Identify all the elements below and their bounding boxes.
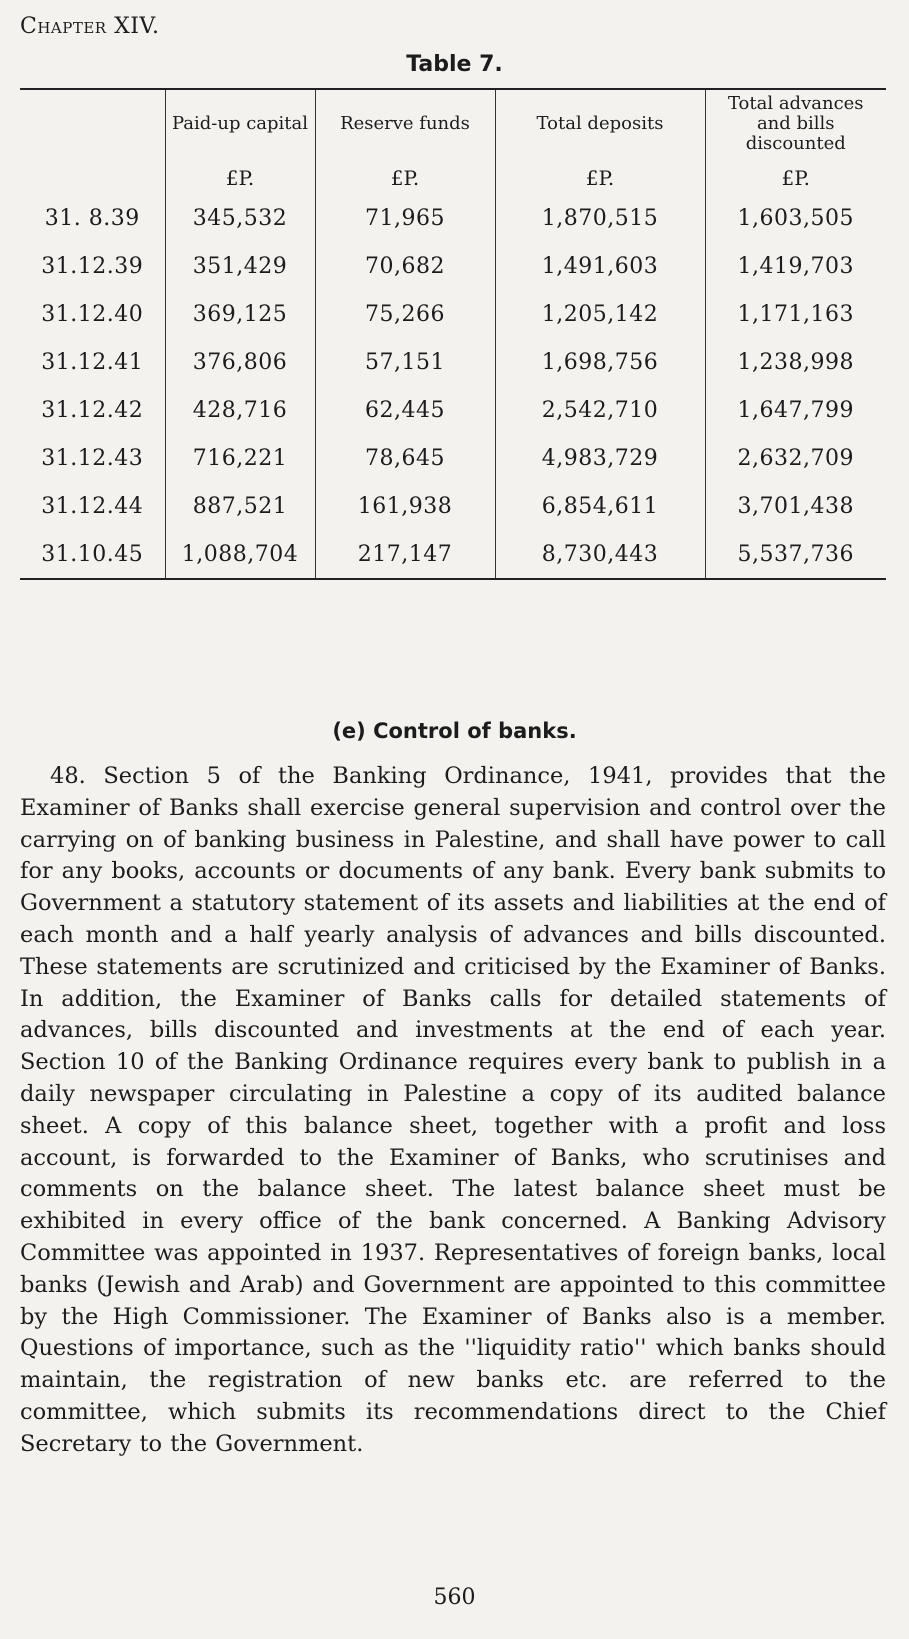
table-row	[20, 482, 886, 530]
cell-paid-up-capital: 887,521	[165, 482, 315, 530]
row-date: 31.12.42	[41, 397, 144, 423]
table-units-row	[20, 158, 886, 194]
cell-total-advances: 1,419,703	[705, 242, 886, 290]
body-paragraph: 48. Section 5 of the Banking Ordinance, 1941, provides that the Examiner of Banks shall exercise general supervision and control over the carrying on of banking business in Palestine, and shall have power to call for any books, accounts or documents of any bank. Every bank submits to Government a statutory statement of its assets and liabilities at the end of each month and a half yearly analysis of advances and bills discounted. These statements are scrutinized and criticised by the Examiner of Banks. In addition, the Examiner of Banks calls for detailed statements of advances, bills discounted and investments at the end of each year. Section 10 of the Banking Ordinance requires every bank to publish in a daily newspaper circulating in Palestine a copy of its audited balance sheet. A copy of this balance sheet, together with a profit and loss account, is forwarded to the Examiner of Banks, who scrutinises and comments on the balance sheet. The latest balance sheet must be exhibited in every office of the bank concerned. A Banking Advisory Committee was appointed in 1937. Representatives of foreign banks, local banks (Jewish and Arab) and Government are appointed to this committee by the High Commissioner. The Examiner of Banks also is a member. Questions of importance, such as the ''liquidity ratio'' which banks should maintain, the registration of new banks etc. are referred to the committee, which submits its recommendations direct to the Chief Secretary to the Government.	[20, 763, 886, 1457]
row-date: 31.12.40	[41, 301, 144, 327]
column-header-date	[20, 89, 165, 158]
cell-total-deposits: 1,698,756	[495, 338, 705, 386]
cell-reserve-funds: 75,266	[315, 290, 495, 338]
cell-total-deposits: 2,542,710	[495, 386, 705, 434]
unit-label: £P.	[495, 158, 705, 194]
cell-paid-up-capital: 351,429	[165, 242, 315, 290]
row-date: 31. 8.39	[44, 205, 140, 231]
column-header-total-deposits: Total deposits	[495, 89, 705, 158]
cell-reserve-funds: 78,645	[315, 434, 495, 482]
cell-total-deposits: 8,730,443	[495, 530, 705, 579]
cell-total-advances: 5,537,736	[705, 530, 886, 579]
table-row	[20, 338, 886, 386]
unit-label: £P.	[705, 158, 886, 194]
cell-paid-up-capital: 376,806	[165, 338, 315, 386]
cell-reserve-funds: 57,151	[315, 338, 495, 386]
cell-total-advances: 1,603,505	[705, 194, 886, 242]
table-row	[20, 194, 886, 242]
table-row	[20, 434, 886, 482]
cell-reserve-funds: 71,965	[315, 194, 495, 242]
cell-total-advances: 3,701,438	[705, 482, 886, 530]
table-row	[20, 242, 886, 290]
cell-paid-up-capital: 1,088,704	[165, 530, 315, 579]
column-header-total-advances: Total advances and bills discounted	[705, 89, 886, 158]
table-header-row	[20, 89, 886, 158]
banking-statistics-table	[20, 88, 886, 580]
cell-total-deposits: 1,870,515	[495, 194, 705, 242]
page-number: 560	[433, 1585, 476, 1610]
table-title: Table 7.	[406, 52, 503, 77]
cell-total-deposits: 6,854,611	[495, 482, 705, 530]
cell-total-deposits: 1,491,603	[495, 242, 705, 290]
table-row	[20, 530, 886, 579]
cell-paid-up-capital: 716,221	[165, 434, 315, 482]
cell-total-advances: 1,647,799	[705, 386, 886, 434]
row-date: 31.12.44	[41, 493, 144, 519]
table-row	[20, 386, 886, 434]
chapter-heading: Chapter XIV.	[20, 14, 160, 39]
cell-reserve-funds: 70,682	[315, 242, 495, 290]
cell-reserve-funds: 62,445	[315, 386, 495, 434]
column-header-paid-up-capital: Paid-up capital	[165, 89, 315, 158]
cell-total-advances: 1,171,163	[705, 290, 886, 338]
unit-label: £P.	[315, 158, 495, 194]
row-date: 31.12.39	[41, 253, 144, 279]
cell-paid-up-capital: 345,532	[165, 194, 315, 242]
cell-total-advances: 2,632,709	[705, 434, 886, 482]
cell-total-deposits: 1,205,142	[495, 290, 705, 338]
cell-paid-up-capital: 428,716	[165, 386, 315, 434]
cell-reserve-funds: 217,147	[315, 530, 495, 579]
cell-reserve-funds: 161,938	[315, 482, 495, 530]
unit-label	[20, 158, 165, 194]
row-date: 31.10.45	[20, 530, 165, 579]
column-header-reserve-funds: Reserve funds	[315, 89, 495, 158]
cell-paid-up-capital: 369,125	[165, 290, 315, 338]
section-heading: (e) Control of banks.	[332, 719, 577, 743]
table-row	[20, 290, 886, 338]
row-date: 31.12.41	[41, 349, 144, 375]
cell-total-advances: 1,238,998	[705, 338, 886, 386]
cell-total-deposits: 4,983,729	[495, 434, 705, 482]
row-date: 31.12.43	[41, 445, 144, 471]
unit-label: £P.	[165, 158, 315, 194]
banking-table-container	[20, 88, 886, 580]
